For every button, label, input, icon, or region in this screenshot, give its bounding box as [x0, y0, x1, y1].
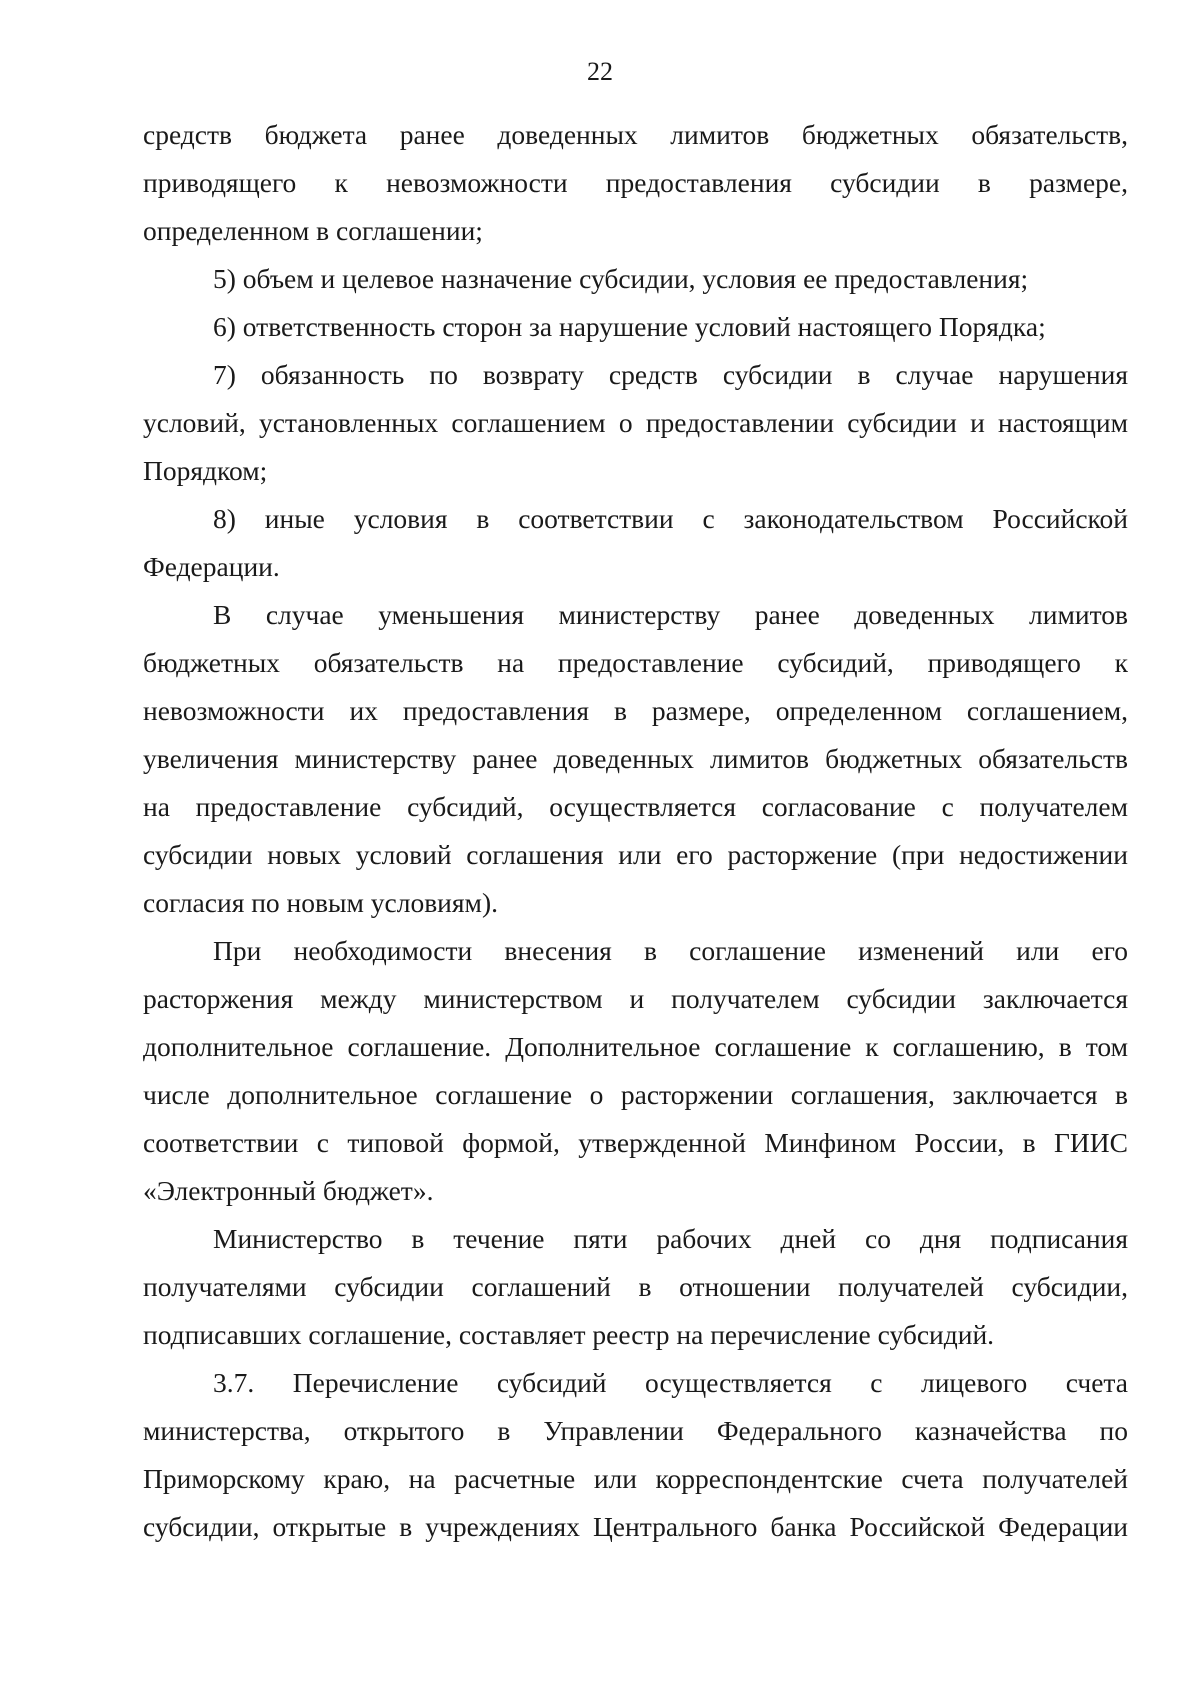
- page-number: 22: [587, 57, 613, 86]
- text-line: получателями субсидии соглашений в отношении получателей субсидии,: [143, 1271, 1128, 1302]
- text-line: дополнительное соглашение. Дополнительное соглашение к соглашению, в том: [143, 1031, 1128, 1062]
- text-line: «Электронный бюджет».: [143, 1175, 434, 1206]
- text-line: бюджетных обязательств на предоставление субсидий, приводящего к: [143, 647, 1128, 678]
- text-line: средств бюджета ранее доведенных лимитов бюджетных обязательств,: [143, 119, 1128, 150]
- text-line: субсидии, открытые в учреждениях Центрального банка Российской Федерации: [143, 1511, 1128, 1542]
- text-line: условий, установленных соглашением о предоставлении субсидии и настоящим: [143, 407, 1128, 438]
- text-line: определенном в соглашении;: [143, 215, 483, 246]
- text-line: 3.7. Перечисление субсидий осуществляется с лицевого счета: [213, 1367, 1128, 1398]
- text-line: согласия по новым условиям).: [143, 887, 498, 918]
- text-line: числе дополнительное соглашение о расторжении соглашения, заключается в: [143, 1079, 1128, 1110]
- text-line: приводящего к невозможности предоставления субсидии в размере,: [143, 167, 1128, 198]
- text-line: 8) иные условия в соответствии с законодательством Российской: [213, 503, 1128, 534]
- text-line: 5) объем и целевое назначение субсидии, условия ее предоставления;: [213, 263, 1029, 294]
- text-line: субсидии новых условий соглашения или его расторжение (при недостижении: [143, 839, 1128, 870]
- paragraph: [143, 1359, 1128, 1551]
- text-line: увеличения министерству ранее доведенных лимитов бюджетных обязательств: [143, 743, 1128, 774]
- text-line: При необходимости внесения в соглашение изменений или его: [213, 935, 1128, 966]
- text-line: 7) обязанность по возврату средств субсидии в случае нарушения: [213, 359, 1128, 390]
- text-line: Министерство в течение пяти рабочих дней со дня подписания: [213, 1223, 1128, 1254]
- text-line: соответствии с типовой формой, утвержденной Минфином России, в ГИИС: [143, 1127, 1128, 1158]
- text-line: В случае уменьшения министерству ранее доведенных лимитов: [213, 599, 1128, 630]
- paragraph: [143, 1215, 1128, 1359]
- text-line: министерства, открытого в Управлении Федерального казначейства по: [143, 1415, 1128, 1446]
- paragraph: [143, 591, 1128, 927]
- text-line: подписавших соглашение, составляет реестр на перечисление субсидий.: [143, 1319, 995, 1350]
- text-line: невозможности их предоставления в размере, определенном соглашением,: [143, 695, 1128, 726]
- text-line: 6) ответственность сторон за нарушение условий настоящего Порядка;: [213, 311, 1046, 342]
- text-line: Порядком;: [143, 455, 268, 486]
- text-line: Федерации.: [143, 551, 280, 582]
- paragraph: [143, 495, 1128, 591]
- paragraph: [143, 255, 1128, 303]
- text-line: на предоставление субсидий, осуществляется согласование с получателем: [143, 791, 1128, 822]
- paragraph: [143, 111, 1128, 255]
- text-line: расторжения между министерством и получателем субсидии заключается: [143, 983, 1128, 1014]
- text-line: Приморскому краю, на расчетные или корреспондентские счета получателей: [143, 1463, 1128, 1494]
- paragraph: [143, 927, 1128, 1215]
- document-body: [143, 111, 1128, 1551]
- paragraph: [143, 303, 1128, 351]
- paragraph: [143, 351, 1128, 495]
